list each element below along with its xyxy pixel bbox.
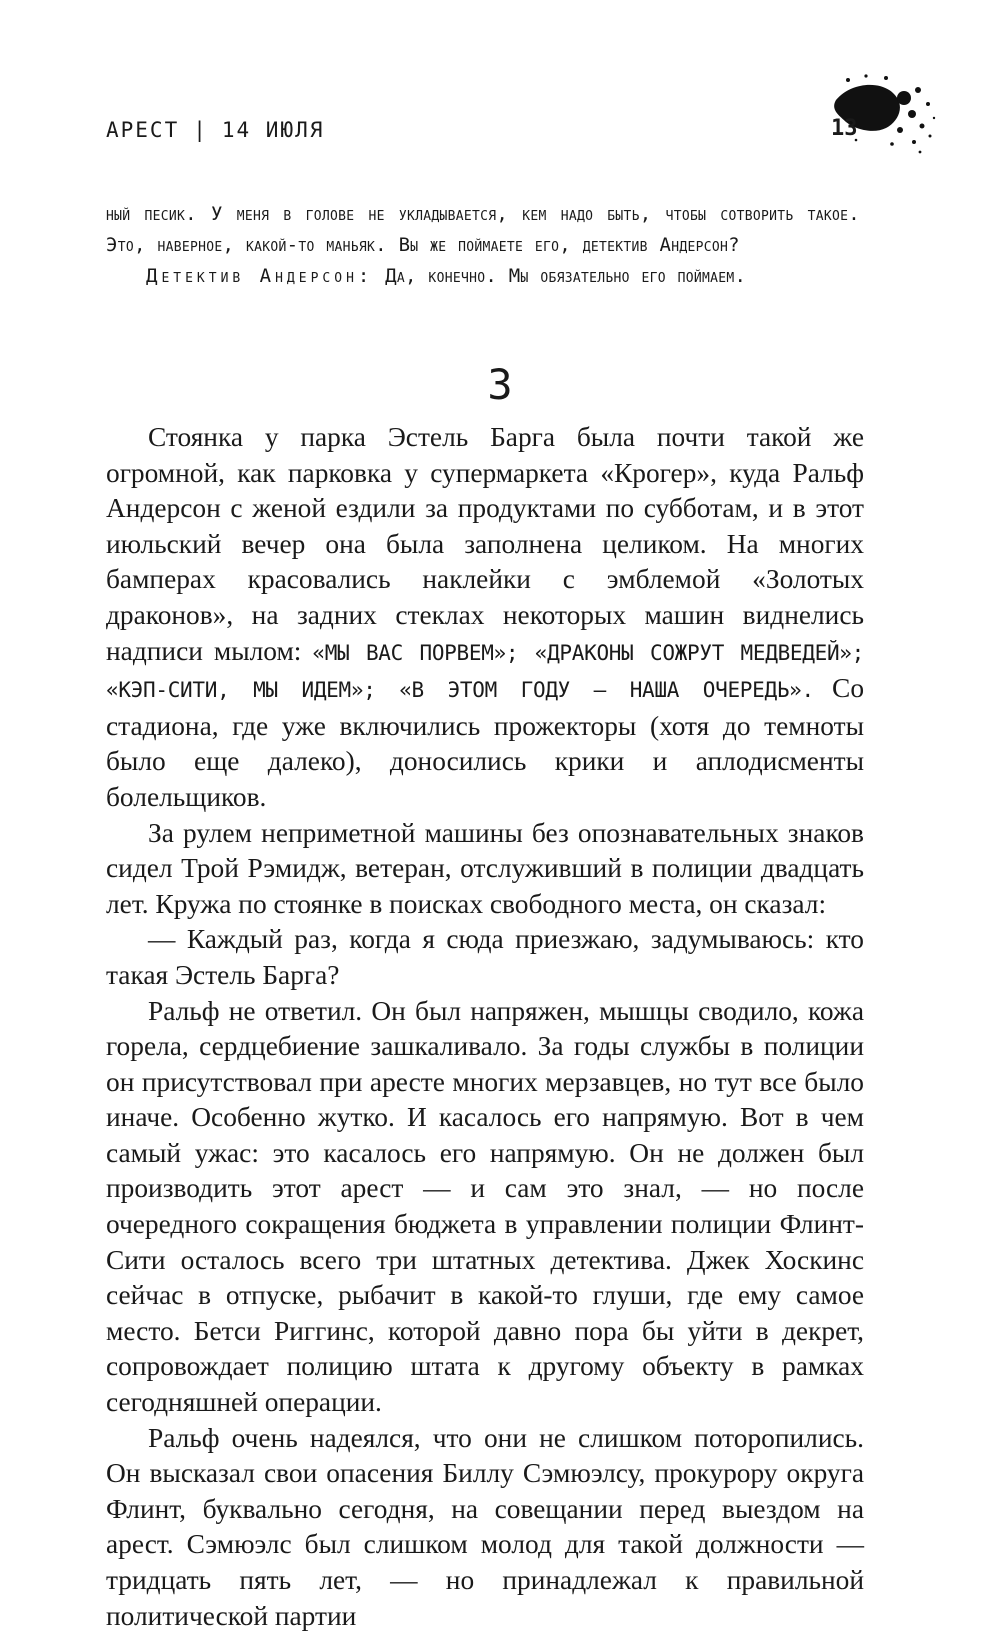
sign-quotes: «МЫ ВАС ПОРВЕМ»; «ДРАКОНЫ СОЖРУТ МЕДВЕДЕЙ»; «КЭП-СИТИ, МЫ ИДЕМ»; «В ЭТОМ ГОДУ — НАША ОЧЕРЕДЬ». <box>106 640 864 703</box>
transcript-speaker-line <box>106 261 860 292</box>
section-title: АРЕСТ <box>106 118 180 142</box>
transcript-block <box>106 199 860 292</box>
paragraph <box>106 420 864 816</box>
header-separator: | <box>193 118 208 142</box>
paragraph: Ральф не ответил. Он был напряжен, мышцы сводило, кожа горела, сердцебиение зашкаливало. За годы службы в полиции он присутствовал при аресте многих мерзавцев, но тут все было иначе. Особенно жутко. И касалось его напрямую. Вот в чем самый ужас: это касалось его напрямую. Он не должен был производить этот арест — и сам это знал, — но после очередного сокращения бюджета в управлении полиции Флинт-Сити осталось всего три штатных детектива. Джек Хоскинс сейчас в отпуске, рыбачит в какой-то глуши, где ему самое место. Бетси Риггинс, которой давно пора бы уйти в декрет, сопровождает полицию штата к другому объекту в рамках сегодняшней операции. <box>106 995 864 1418</box>
speaker-name: Детектив Андерсон: <box>146 265 374 287</box>
paragraph: За рулем неприметной машины без опознавательных знаков сидел Трой Рэмидж, ветеран, отслуживший в полиции двадцать лет. Кружа по стоянке в поисках свободного места, он сказал: <box>106 817 864 919</box>
dialogue-line: — Каждый раз, когда я сюда приезжаю, задумываюсь: кто такая Эстель Барга? <box>106 924 864 990</box>
section-date: 14 ИЮЛЯ <box>221 118 325 142</box>
paragraph-text: Стоянка у парка Эстель Барга была почти такой же огромной, как парковка у супермаркета «Крогер», куда Ральф Андерсон с женой ездили за продуктами по субботам, и в этот июльский вечер она была заполнена целиком. На многих бамперах красовались наклейки с эмблемой «Золотых драконов», на задних стеклах некоторых машин виднелись надписи мылом: <box>106 422 864 666</box>
chapter-number: 3 <box>487 360 513 409</box>
paragraph-text: Со стадиона, где уже включились прожекторы (хотя до темноты было еще далеко), доносились крики и аплодисменты болельщиков. <box>106 673 865 812</box>
body-text <box>106 420 864 1634</box>
paragraph: Ральф очень надеялся, что они не слишком поторопились. Он высказал свои опасения Биллу Сэмюэлсу, прокурору округа Флинт, буквально сегодня, на совещании перед выездом на арест. Сэмюэлс был слишком молод для такой должности — тридцать пять лет, — но принадлежал к правильной политической партии <box>106 1422 864 1631</box>
page-number: 13 <box>831 116 858 141</box>
transcript-paragraph: ный песик. У меня в голове не укладывается, кем надо быть, чтобы сотворить такое. Это, наверное, какой-то маньяк. Вы же поймаете его, детектив Андерсон? <box>106 203 860 256</box>
ink-splat-icon <box>826 70 936 160</box>
speaker-reply: Да, конечно. Мы обязательно его поймаем. <box>385 265 747 287</box>
running-head <box>106 118 324 142</box>
